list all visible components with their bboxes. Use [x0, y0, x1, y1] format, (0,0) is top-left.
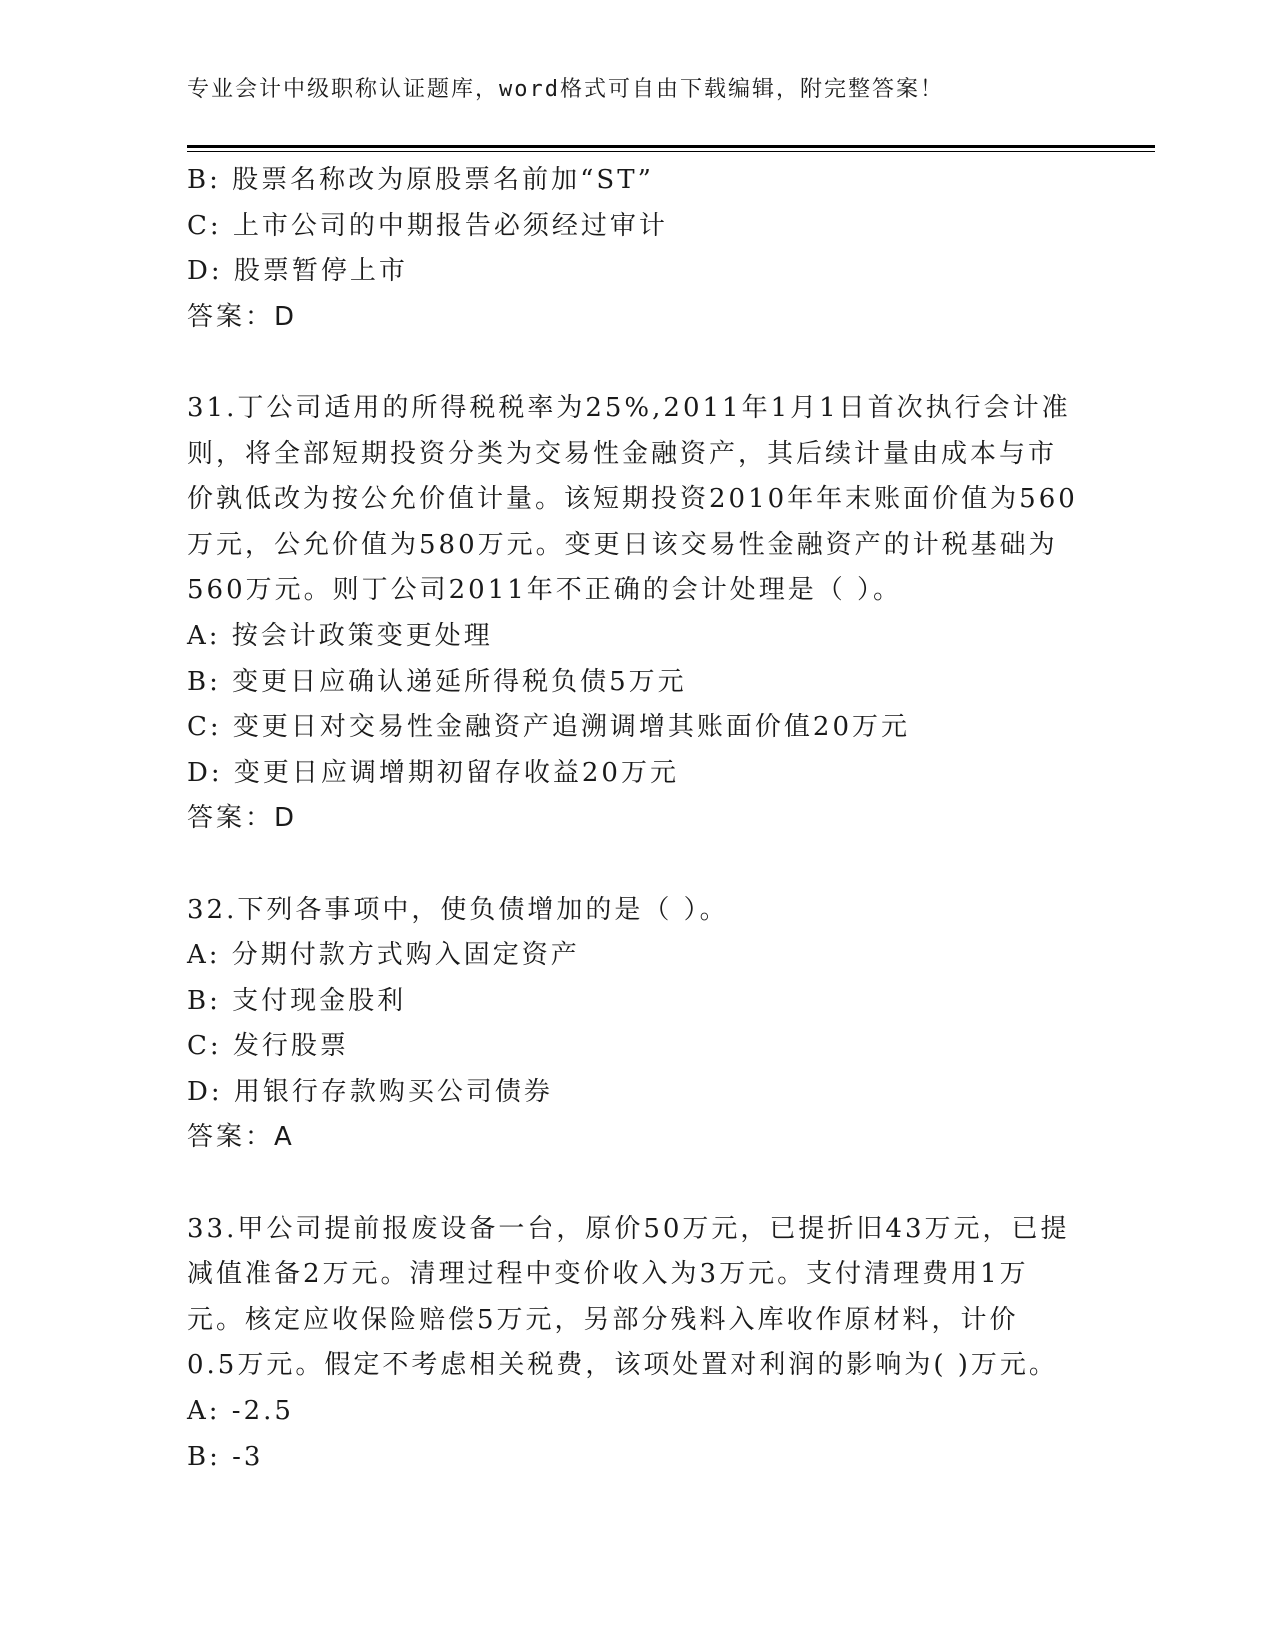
question-32 [187, 888, 1087, 1162]
question-stem-line: 560万元。则丁公司2011年不正确的会计处理是（ ）。 [187, 575, 903, 606]
question-stem-line: 0.5万元。假定不考虑相关税费，该项处置对利润的影响为( )万元。 [187, 1350, 1058, 1381]
spacer [187, 842, 1087, 888]
question-stem-line: 减值准备2万元。清理过程中变价收入为3万元。支付清理费用1万 [187, 1259, 1029, 1290]
prev-question [187, 158, 1087, 340]
option-a: A: 分期付款方式购入固定资产 [187, 940, 580, 971]
spacer [187, 340, 1087, 386]
option-c: C: 发行股票 [187, 1031, 349, 1062]
option-a: A: 按会计政策变更处理 [187, 620, 493, 651]
option-b: B: 支付现金股利 [187, 985, 407, 1016]
option-c: C: 变更日对交易性金融资产追溯调增其账面价值20万元 [187, 712, 911, 743]
option-b: B: -3 [187, 1441, 264, 1472]
header-rule-thick [187, 145, 1155, 148]
question-stem-line: 元。核定应收保险赔偿5万元，另部分残料入库收作原材料，计价 [187, 1304, 1019, 1335]
header-rule-thin [187, 151, 1155, 152]
question-content [187, 158, 1087, 1480]
option-d: D: 用银行存款购买公司债券 [187, 1076, 553, 1107]
question-stem-line: 33.甲公司提前报废设备一台，原价50万元，已提折旧43万元，已提 [187, 1213, 1070, 1244]
spacer [187, 1161, 1087, 1207]
question-31 [187, 386, 1087, 842]
option-c: C: 上市公司的中期报告必须经过审计 [187, 210, 668, 241]
question-stem-line: 则，将全部短期投资分类为交易性金融资产，其后续计量由成本与市 [187, 438, 1058, 469]
option-d: D: 股票暂停上市 [187, 256, 408, 287]
question-stem-line: 32.下列各事项中，使负债增加的是（ ）。 [187, 894, 729, 925]
option-d: D: 变更日应调增期初留存收益20万元 [187, 757, 679, 788]
page-header: 专业会计中级职称认证题库，word格式可自由下载编辑，附完整答案！ [187, 77, 944, 102]
option-b: B: 变更日应确认递延所得税负债5万元 [187, 666, 687, 697]
question-stem-line: 价孰低改为按公允价值计量。该短期投资2010年年末账面价值为560 [187, 484, 1078, 515]
answer: 答案：D [187, 301, 298, 332]
option-a: A: -2.5 [187, 1396, 294, 1427]
question-stem-line: 万元，公允价值为580万元。变更日该交易性金融资产的计税基础为 [187, 529, 1058, 560]
question-stem-line: 31.丁公司适用的所得税税率为25%,2011年1月1日首次执行会计准 [187, 392, 1071, 423]
option-b: B: 股票名称改为原股票名前加“ST” [187, 165, 654, 195]
question-33 [187, 1207, 1087, 1481]
answer: 答案：A [187, 1122, 295, 1153]
answer: 答案：D [187, 803, 298, 834]
